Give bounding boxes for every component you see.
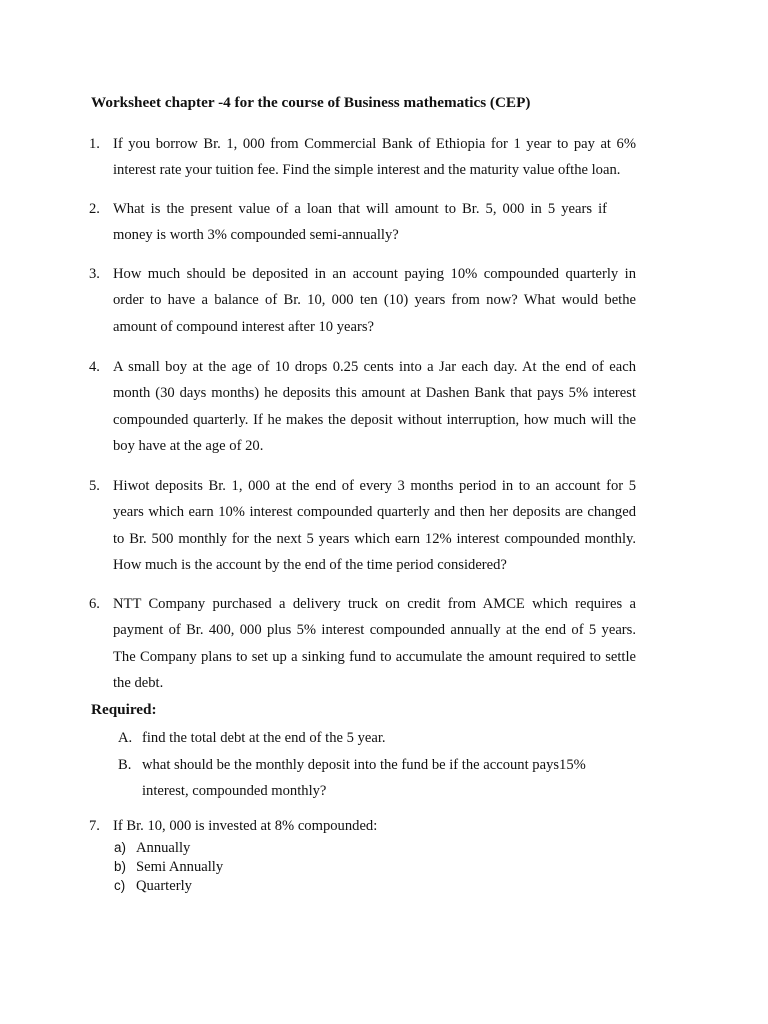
question-2 [89,196,636,249]
question-line: money is worth 3% compounded semi-annually? [113,227,399,244]
worksheet-title: Worksheet chapter -4 for the course of Business mathematics (CEP) [91,94,531,111]
question-line: payment of Br. 400, 000 plus 5% interest compounded annually at the end of 5 years. [113,622,636,639]
question-line: interest rate your tuition fee. Find the simple interest and the maturity value ofthe loan. [113,162,621,179]
required-item-a [118,725,386,751]
question-line: If Br. 10, 000 is invested at 8% compounded: [113,818,378,834]
question-line: NTT Company purchased a delivery truck on credit from AMCE which requires a [113,596,636,612]
question-7 [89,817,636,836]
question-line: If you borrow Br. 1, 000 from Commercial Bank of Ethiopia for 1 year to pay at 6% [113,136,636,152]
question-4 [89,354,636,459]
option-label: c) [114,878,126,893]
question-number: 7. [89,818,100,834]
question-number: 1. [89,136,100,152]
question-1 [89,131,636,184]
question-line: boy have at the age of 20. [113,437,264,454]
question-line: compounded quarterly. If he makes the deposit without interruption, how much will the [113,411,636,428]
question-line: years which earn 10% interest compounded quarterly and then her deposits are changed [113,504,636,521]
item-line: interest, compounded monthly? [142,783,327,800]
item-line: what should be the monthly deposit into the fund be if the account pays15% [142,757,586,773]
option-text: Quarterly [136,878,192,894]
item-label: B. [118,757,132,773]
question-line: month (30 days months) he deposits this amount at Dashen Bank that pays 5% interest [113,385,636,402]
question-3 [89,261,636,340]
option-text: Annually [136,840,191,856]
question-line: The Company plans to set up a sinking fund to accumulate the amount required to settle [113,648,636,665]
option-a [114,838,190,858]
question-line: amount of compound interest after 10 years? [113,318,374,335]
option-b [114,857,223,877]
question-6 [89,591,636,696]
question-5 [89,473,636,578]
option-label: b) [114,859,126,874]
question-number: 3. [89,266,100,282]
question-line: How much is the account by the end of the time period considered? [113,556,507,573]
required-heading: Required: [91,701,157,718]
question-number: 2. [89,201,100,217]
option-text: Semi Annually [136,859,224,875]
item-label: A. [118,730,133,746]
question-line: What is the present value of a loan that will amount to Br. 5, 000 in 5 years if [113,201,607,217]
question-line: the debt. [113,674,164,691]
question-line: A small boy at the age of 10 drops 0.25 cents into a Jar each day. At the end of each [113,359,636,375]
question-number: 6. [89,596,100,612]
option-c [114,876,192,896]
required-item-b [118,752,586,805]
item-line: find the total debt at the end of the 5 year. [142,730,386,746]
question-number: 5. [89,478,100,494]
question-line: to Br. 500 monthly for the next 5 years which earn 12% interest compounded monthly. [113,530,636,547]
option-label: a) [114,840,126,855]
question-line: Hiwot deposits Br. 1, 000 at the end of every 3 months period in to an account for 5 [113,478,636,494]
question-number: 4. [89,359,100,375]
question-line: How much should be deposited in an account paying 10% compounded quarterly in [113,266,636,282]
question-line: order to have a balance of Br. 10, 000 ten (10) years from now? What would bethe [113,292,636,309]
